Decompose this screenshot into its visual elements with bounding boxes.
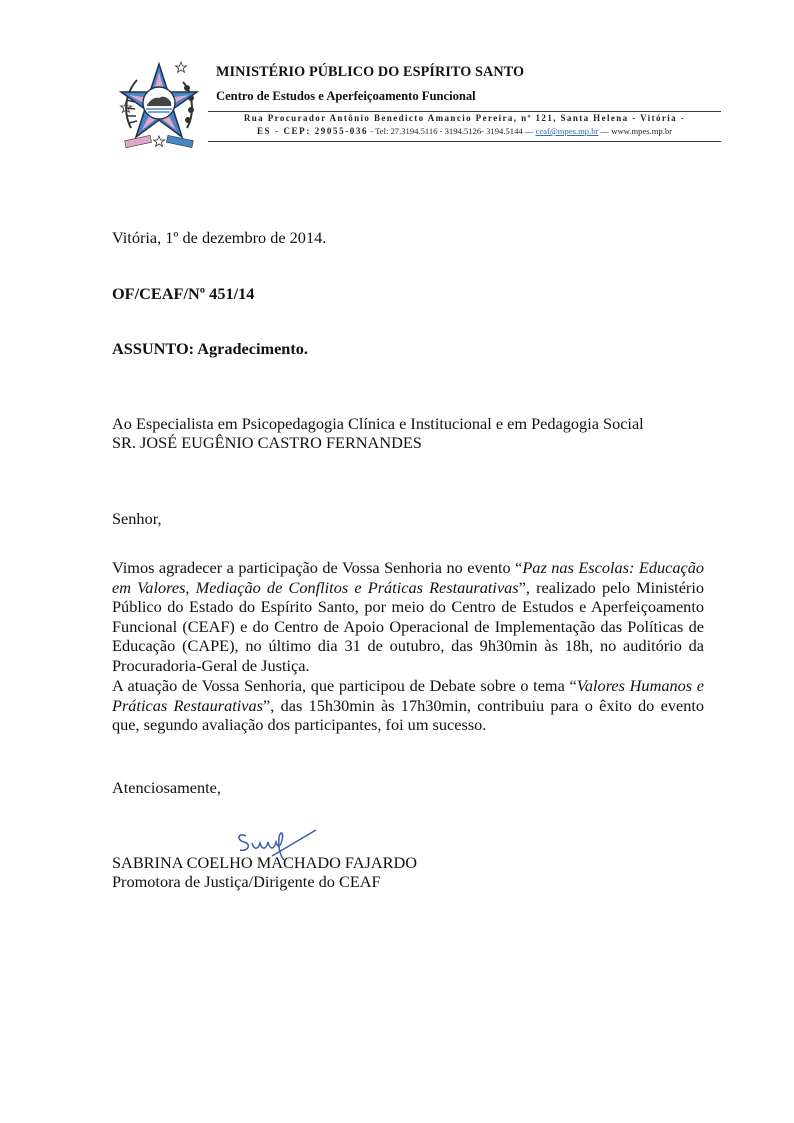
event-title: Paz nas Escolas: Educação em Valores, Mediação de Conflitos e Práticas Restaurativas — [112, 558, 705, 597]
paragraph-2-lead: A atuação de Vossa Senhoria, que participou de Debate sobre o tema “ — [112, 676, 577, 695]
department-name: Centro de Estudos e Aperfeiçoamento Funcional — [216, 89, 476, 103]
letter-subject: ASSUNTO: Agradecimento. — [112, 339, 308, 358]
header-divider-bottom — [208, 141, 721, 142]
paragraph-1-lead: Vimos agradecer a participação de Vossa Senhoria no evento “ — [112, 558, 523, 577]
signer-name: SABRINA COELHO MACHADO FAJARDO — [112, 853, 418, 872]
recipient-name: SR. JOSÉ EUGÊNIO CASTRO FERNANDES — [112, 433, 422, 452]
debate-theme: Valores Humanos e Práticas Restaurativas — [112, 676, 704, 715]
address-line-1: Rua Procurador Antônio Benedicto Amancio Pereira, nº 121, Santa Helena - Vitória - — [243, 113, 686, 123]
recipient-title: Ao Especialista em Psicopedagogia Clínica e Institucional e em Pedagogia Social — [112, 414, 644, 433]
signer-role: Promotora de Justiça/Dirigente do CEAF — [112, 872, 381, 891]
header-divider-top — [208, 111, 721, 112]
coat-of-arms-logo — [113, 58, 205, 150]
institution-name: MINISTÉRIO PÚBLICO DO ESPÍRITO SANTO — [216, 64, 525, 80]
salutation: Senhor, — [112, 509, 162, 528]
closing: Atenciosamente, — [112, 778, 221, 797]
paragraph-1-rest: ”, realizado pelo Ministério Público do Estado do Espírito Santo, por meio do Centro de Estudos e Aperfeiçoamento Funcional (CEAF) e do Centro de Apoio Operacional de Implementação das Políticas de Educação (CAPE), no último dia 31 de outubro, das 9h30min às 18h, no auditório da Procuradoria-Geral de Justiça. — [112, 577, 705, 675]
address-separator: — — [598, 126, 612, 136]
website-text: www.mpes.mp.br — [611, 126, 673, 136]
address-line-2 — [208, 126, 721, 136]
address-phones: - Tel: 27.3194.5116 - 3194.5126- 3194.5144 — — [368, 126, 536, 136]
body-paragraph-1 — [112, 558, 704, 675]
star-emblem-icon — [113, 58, 205, 150]
letter-date: Vitória, 1º de dezembro de 2014. — [112, 228, 327, 247]
body-paragraph-2 — [112, 676, 704, 735]
letter-reference: OF/CEAF/Nº 451/14 — [112, 284, 255, 303]
email-link[interactable]: ceaf@mpes.mp.br — [535, 126, 599, 136]
paragraph-2-rest: ”, das 15h30min às 17h30min, contribuiu para o êxito do evento que, segundo avaliação dos participantes, foi um sucesso. — [112, 695, 704, 734]
address-cep: ES - CEP: 29055-036 — [256, 126, 369, 136]
